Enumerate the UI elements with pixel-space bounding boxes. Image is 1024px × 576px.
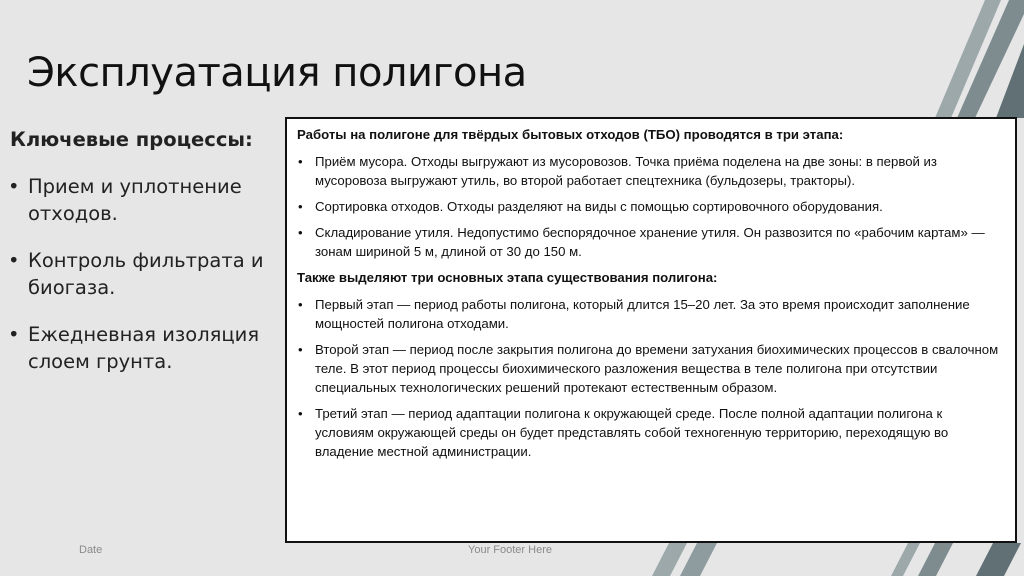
- page-number: 6: [939, 544, 946, 556]
- list-item: • Прием и уплотнение отходов.: [8, 175, 242, 225]
- details-textbox: [285, 117, 1017, 543]
- list-item: • Складирование утиля. Недопустимо беспорядочное хранение утиля. Он развозится по «рабочим картам» — зонам шириной 5 м, длиной от 30 до 150 м.: [298, 225, 985, 259]
- list-item: • Ежедневная изоляция слоем грунта.: [8, 323, 260, 373]
- list-item: • Контроль фильтрата и биогаза.: [8, 249, 264, 299]
- list-item: • Первый этап — период работы полигона, который длится 15–20 лет. За это время происходит заполнение мощностей полигона отходами.: [298, 297, 970, 331]
- footer-date: Date: [79, 544, 103, 556]
- list-item: • Сортировка отходов. Отходы разделяют на виды с помощью сортировочного оборудования.: [298, 199, 883, 214]
- periods-heading: Также выделяют три основных этапа существования полигона:: [297, 270, 718, 285]
- list-item: • Второй этап — период после закрытия полигона до времени затухания биохимических процессов в свалочном теле. В этот период процессы биохимического разложения вещества в теле полигона при отсутствии специальных технологических решений протекают естественным образом.: [298, 342, 999, 395]
- footer-text: Your Footer Here: [468, 544, 552, 556]
- stages-heading: Работы на полигоне для твёрдых бытовых отходов (ТБО) проводятся в три этапа:: [297, 127, 844, 142]
- list-item: • Приём мусора. Отходы выгружают из мусоровозов. Точка приёма поделена на две зоны: в первой из мусоровоза выгружают утиль, во второй работает спецтехника (бульдозеры, тракторы).: [298, 154, 937, 188]
- page-title: Эксплуатация полигона: [27, 50, 527, 96]
- list-item: • Третий этап — период адаптации полигона к окружающей среде. После полной адаптации полигона к условиям окружающей среды он будет представлять собой техногенную территорию, переходящую во владение местной администрации.: [298, 406, 949, 459]
- key-processes: [8, 128, 278, 395]
- key-processes-heading: Ключевые процессы:: [10, 128, 253, 151]
